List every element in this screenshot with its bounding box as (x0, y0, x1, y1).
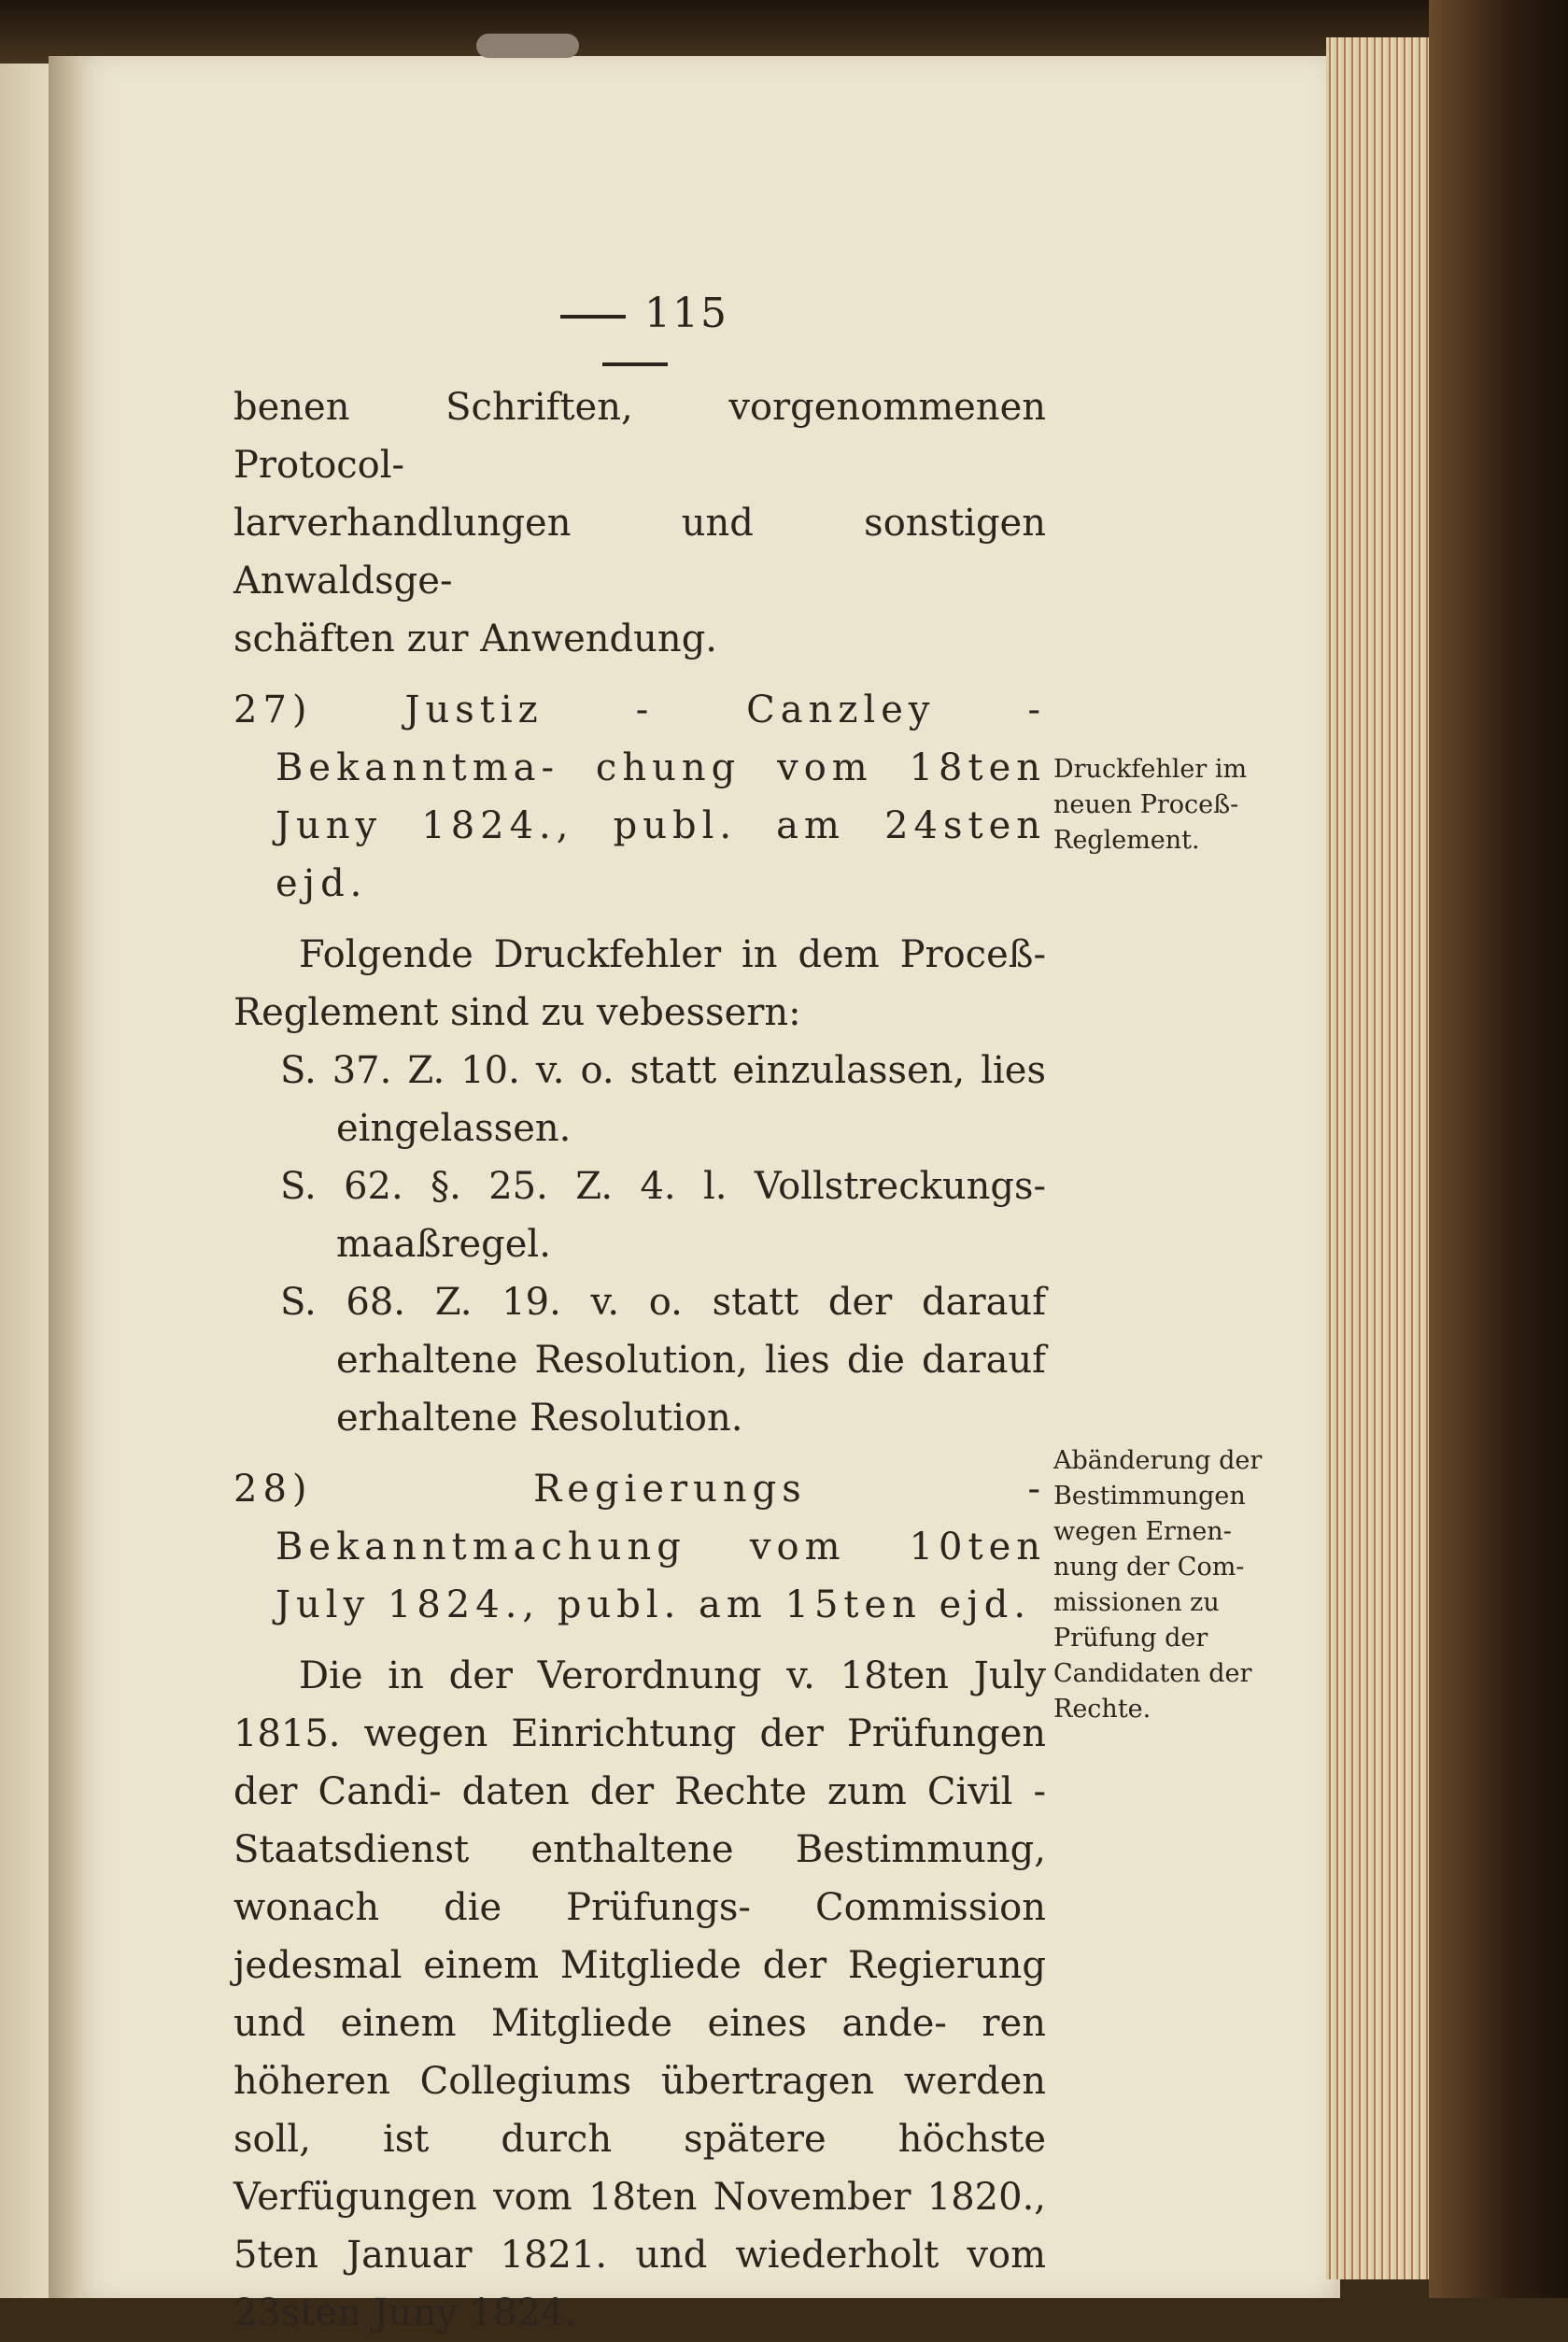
correction-item: S. 37. Z. 10. v. o. statt einzulassen, lies eingelassen. (280, 1049, 1046, 1150)
body-line: benen Schriften, vorgenommenen Protocol- (233, 386, 1046, 487)
page-header (495, 290, 775, 385)
item-28-heading: 28) Regierungs - Bekanntmachung vom 10ten July 1824., publ. am 15ten ejd. (233, 1468, 1046, 1626)
page-body (233, 378, 1046, 2342)
book-cover (1429, 0, 1568, 2298)
margin-note-amendment: Abänderung der Bestimmungen wegen Ernen- nung der Com- missionen zu Prüfung der Candidaten der Rechte. (1053, 1446, 1263, 1724)
body-line: schäften zur Anwendung. (233, 617, 718, 660)
item-27-intro: Folgende Druckfehler in dem Proceß- Reglement sind zu vebessern: (233, 933, 1046, 1034)
item-28-text: Die in der Verordnung v. 18ten July 1815. wegen Einrichtung der Prüfungen der Candi- daten der Rechte zum Civil - Staatsdienst enthaltene Bestimmung, wonach die Prüfungs- Commission jedesmal einem Mitgliede der Regierung und einem Mitgliede eines ande- ren höheren Collegiums übertragen werden soll, ist durch spätere höchste Verfügungen vom 18ten November 1820., 5ten Januar 1821. und wiederholt vom 23sten Juny 1824. (233, 1654, 1046, 2335)
left-page-edge (0, 64, 56, 2298)
body-line: larverhandlungen und sonstigen Anwaldsge- (233, 502, 1046, 603)
page-number: 115 (644, 290, 728, 337)
book-clasp (476, 34, 579, 58)
header-dash-right (602, 362, 668, 366)
header-dash-left (560, 315, 626, 319)
item-27-heading: 27) Justiz - Canzley - Bekanntma- chung vom 18ten Juny 1824., publ. am 24sten ejd. (233, 688, 1046, 905)
correction-item: S. 68. Z. 19. v. o. statt der darauf erhaltene Resolution, lies die darauf erhaltene Resolution. (280, 1281, 1046, 1440)
book-gutter (49, 56, 82, 2298)
page-fore-edge (1326, 37, 1429, 2279)
correction-item: S. 62. §. 25. Z. 4. l. Vollstreckungs- maaßregel. (280, 1165, 1046, 1266)
margin-note-misprints: Druckfehler im neuen Proceß- Reglement. (1053, 755, 1248, 855)
